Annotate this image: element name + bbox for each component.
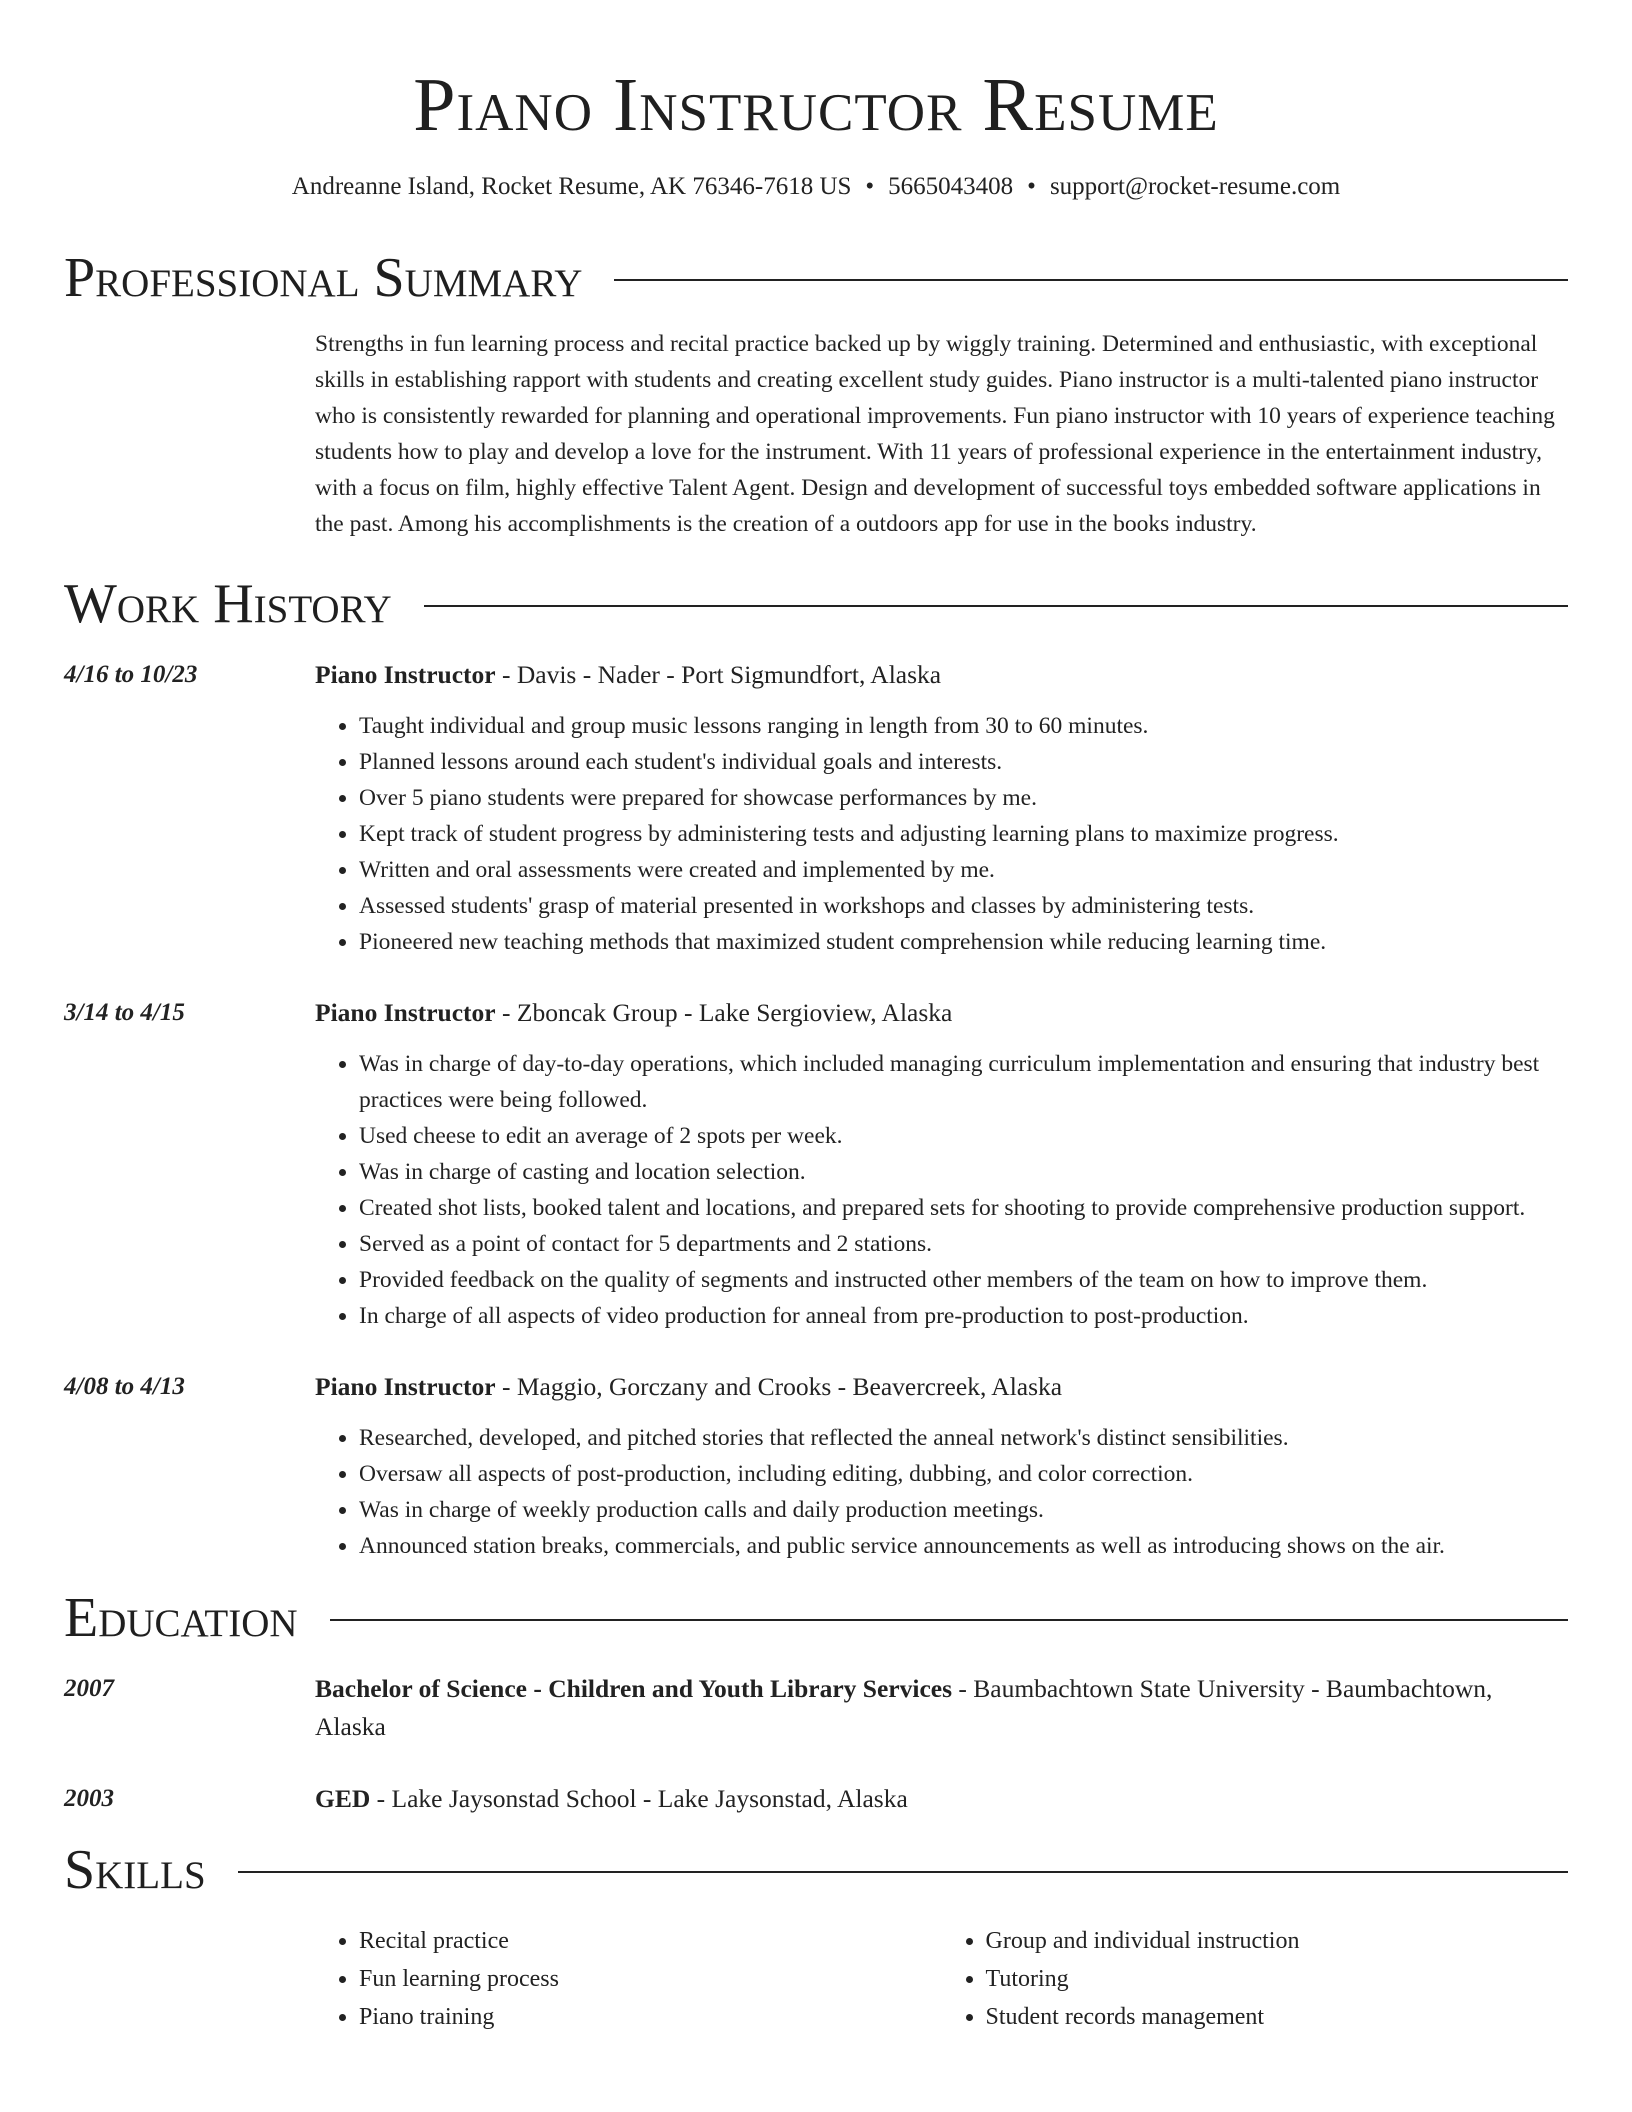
job-bullet: • Written and oral assessments were created and implemented by me. xyxy=(359,852,1568,888)
job-body xyxy=(315,656,1568,960)
job-bullets xyxy=(315,1046,1568,1334)
work-section-header xyxy=(64,570,1568,638)
job-role: Piano Instructor xyxy=(315,998,496,1027)
skill-item: • Group and individual instruction xyxy=(986,1922,1569,1960)
education-section-title: Education xyxy=(64,1587,298,1649)
job-bullets xyxy=(315,1420,1568,1564)
education-school: - Lake Jaysonstad School - Lake Jaysonstad, Alaska xyxy=(370,1784,908,1813)
skill-item: • Piano training xyxy=(359,1998,942,2036)
job-entry xyxy=(64,1368,1568,1564)
education-degree: Bachelor of Science - Children and Youth Library Services xyxy=(315,1674,953,1703)
job-bullet: • Was in charge of weekly production calls and daily production meetings. xyxy=(359,1492,1568,1528)
job-bullet: • Was in charge of casting and location selection. xyxy=(359,1154,1568,1190)
skills-grid xyxy=(315,1922,1568,2036)
contact-separator: • xyxy=(865,173,875,200)
job-bullet: • Announced station breaks, commercials, and public service announcements as well as introducing shows on the air. xyxy=(359,1528,1568,1564)
job-bullet: • Planned lessons around each student's individual goals and interests. xyxy=(359,744,1568,780)
education-heading xyxy=(315,1670,1568,1746)
job-bullet: • Researched, developed, and pitched stories that reflected the anneal network's distinct sensibilities. xyxy=(359,1420,1568,1456)
job-bullet: • Over 5 piano students were prepared for showcase performances by me. xyxy=(359,780,1568,816)
contact-line xyxy=(64,170,1568,204)
education-body xyxy=(315,1670,1568,1746)
work-section-title: Work History xyxy=(64,573,392,635)
contact-separator: • xyxy=(1027,173,1036,200)
education-school: - Baumbachtown State University - Baumbachtown, Alaska xyxy=(315,1674,1493,1741)
job-dates: 3/14 to 4/15 xyxy=(64,999,185,1026)
job-heading xyxy=(315,656,1568,694)
job-bullet: • Served as a point of contact for 5 departments and 2 stations. xyxy=(359,1226,1568,1262)
contact-address: Andreanne Island, Rocket Resume, AK 76346-7618 US xyxy=(291,173,852,200)
job-employer: - Maggio, Gorczany and Crooks - Beavercreek, Alaska xyxy=(495,1372,1063,1401)
summary-text: Strengths in fun learning process and recital practice backed up by wiggly training. Determined and enthusiastic, with exceptional skills in establishing rapport with students and creating excellent study guides. Piano instructor is a multi-talented piano instructor who is consistently rewarded for planning and operational improvements. Fun piano instructor with 10 years of experience teaching students how to play and develop a love for the instrument. With 11 years of professional experience in the entertainment industry, with a focus on film, highly effective Talent Agent. Design and development of successful toys embedded software applications in the past. Among his accomplishments is the creation of a outdoors app for use in the books industry. xyxy=(315,331,1555,537)
skill-item: • Tutoring xyxy=(986,1960,1569,1998)
summary-section-header xyxy=(64,244,1568,312)
job-bullet: • Provided feedback on the quality of segments and instructed other members of the team on how to improve them. xyxy=(359,1262,1568,1298)
skills-column-right xyxy=(942,1922,1569,2036)
summary-section-title: Professional Summary xyxy=(64,247,583,309)
education-section-header xyxy=(64,1584,1568,1652)
job-bullet: • Pioneered new teaching methods that maximized student comprehension while reducing learning time. xyxy=(359,924,1568,960)
job-bullets xyxy=(315,708,1568,960)
job-bullet: • Used cheese to edit an average of 2 spots per week. xyxy=(359,1118,1568,1154)
skills-section-title: Skills xyxy=(64,1839,206,1901)
job-heading xyxy=(315,994,1568,1032)
job-entry xyxy=(64,994,1568,1334)
education-year: 2003 xyxy=(64,1785,114,1812)
job-dates: 4/16 to 10/23 xyxy=(64,661,198,688)
work-history-list xyxy=(64,656,1568,1564)
job-body xyxy=(315,1368,1568,1564)
education-degree: GED xyxy=(315,1784,371,1813)
education-entry xyxy=(64,1780,1568,1818)
skills-column-left xyxy=(315,1922,942,2036)
job-employer: - Davis - Nader - Port Sigmundfort, Alaska xyxy=(495,660,942,689)
job-bullet: • Created shot lists, booked talent and locations, and prepared sets for shooting to provide comprehensive production support. xyxy=(359,1190,1568,1226)
education-list xyxy=(64,1670,1568,1818)
job-bullet: • Kept track of student progress by administering tests and adjusting learning plans to maximize progress. xyxy=(359,816,1568,852)
job-employer: - Zboncak Group - Lake Sergioview, Alaska xyxy=(495,998,953,1027)
resume-page xyxy=(64,0,1568,2036)
job-role: Piano Instructor xyxy=(315,660,496,689)
job-bullet: • Assessed students' grasp of material presented in workshops and classes by administering tests. xyxy=(359,888,1568,924)
job-dates: 4/08 to 4/13 xyxy=(64,1373,185,1400)
job-bullet: • Oversaw all aspects of post-production, including editing, dubbing, and color correction. xyxy=(359,1456,1568,1492)
job-body xyxy=(315,994,1568,1334)
education-heading xyxy=(315,1780,1568,1818)
job-entry xyxy=(64,656,1568,960)
job-bullet: • In charge of all aspects of video production for anneal from pre-production to post-production. xyxy=(359,1298,1568,1334)
contact-phone: 5665043408 xyxy=(888,173,1014,200)
skill-item: • Recital practice xyxy=(359,1922,942,1960)
resume-title: Piano Instructor Resume xyxy=(413,63,1219,147)
skill-item: • Fun learning process xyxy=(359,1960,942,1998)
education-entry xyxy=(64,1670,1568,1746)
job-bullet: • Taught individual and group music lessons ranging in length from 30 to 60 minutes. xyxy=(359,708,1568,744)
section-divider xyxy=(424,605,1568,607)
skill-item: • Student records management xyxy=(986,1998,1569,2036)
education-body xyxy=(315,1780,1568,1818)
skills-section-header xyxy=(64,1836,1568,1904)
job-bullet: • Was in charge of day-to-day operations, which included managing curriculum implementation and ensuring that industry best practices were being followed. xyxy=(359,1046,1568,1118)
job-role: Piano Instructor xyxy=(315,1372,496,1401)
contact-email: support@rocket-resume.com xyxy=(1049,173,1341,200)
job-heading xyxy=(315,1368,1568,1406)
section-divider xyxy=(614,279,1568,281)
section-divider xyxy=(238,1871,1568,1873)
section-divider xyxy=(330,1619,1568,1621)
education-year: 2007 xyxy=(64,1675,114,1702)
